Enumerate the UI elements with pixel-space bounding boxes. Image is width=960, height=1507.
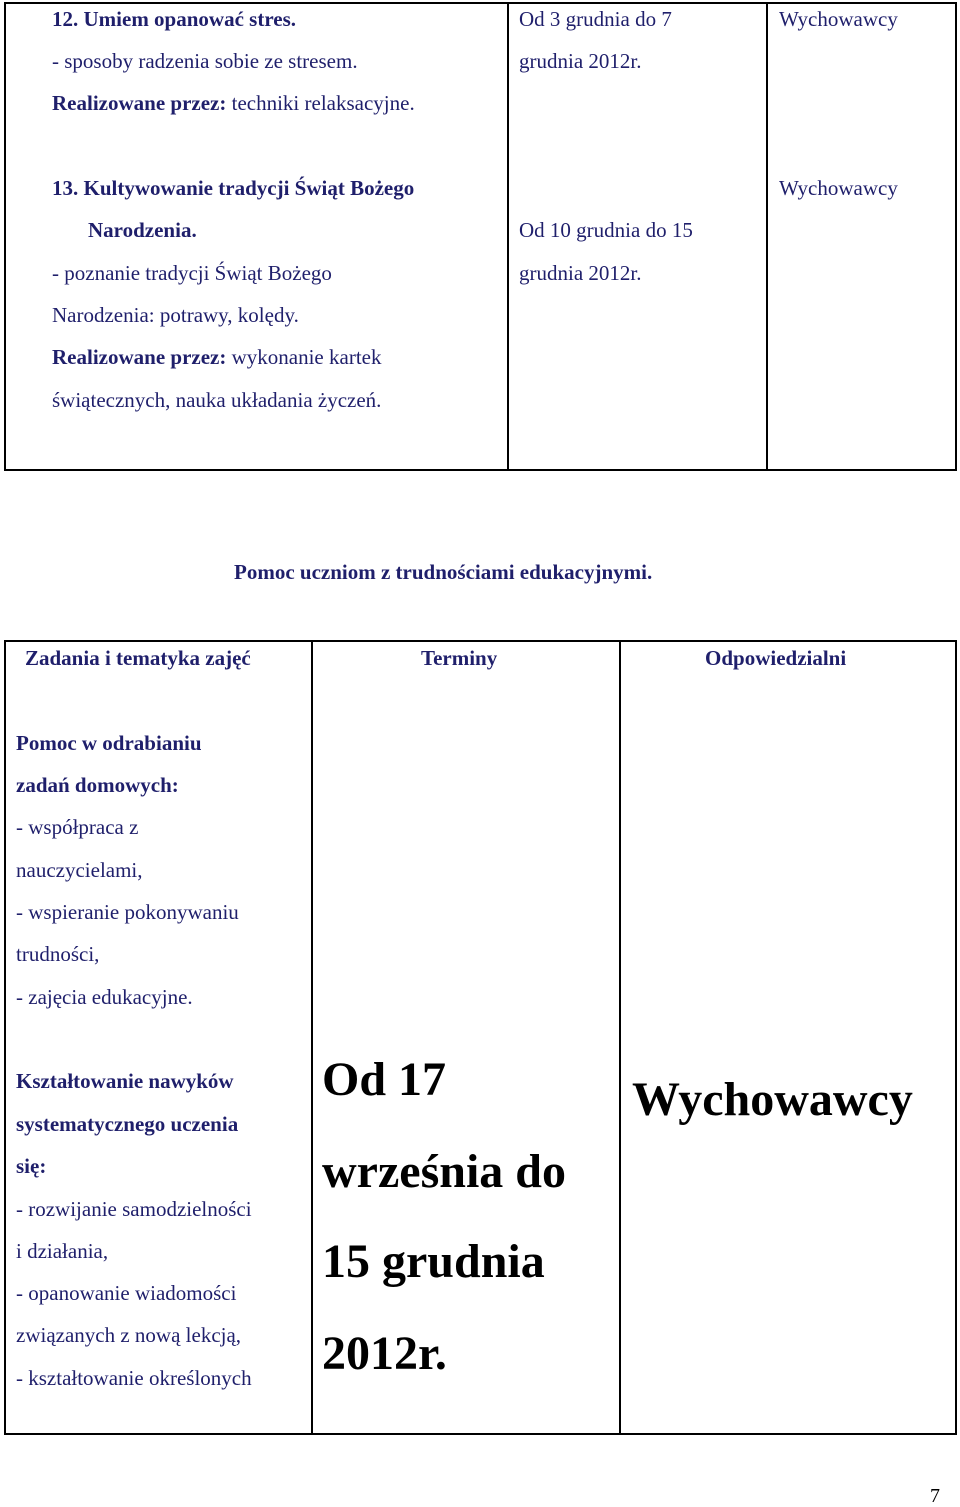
habits-responsible: Wychowawcy <box>632 1073 913 1126</box>
habits-line-3: - opanowanie wiadomości <box>16 1281 237 1305</box>
row-13-term-line-2: grudnia 2012r. <box>519 261 642 285</box>
table-2-left-border <box>4 640 6 1435</box>
table-1-col-divider-1 <box>507 2 509 471</box>
row-13-realized <box>52 347 381 368</box>
row-13-term-line-1: Od 10 grudnia do 15 <box>519 218 693 242</box>
habits-term-line-2: września do <box>322 1145 566 1198</box>
homework-title-line-1: Pomoc w odrabianiu <box>16 731 202 755</box>
habits-title-line-3: się: <box>16 1154 47 1178</box>
section-title: Pomoc uczniom z trudnościami edukacyjnymi. <box>234 560 653 584</box>
row-12-realized-text: techniki relaksacyjne. <box>226 91 415 115</box>
row-12-line-1: - sposoby radzenia sobie ze stresem. <box>52 49 358 73</box>
habits-line-1: - rozwijanie samodzielności <box>16 1197 252 1221</box>
table-1-left-border <box>4 2 6 471</box>
row-13-realized-label: Realizowane przez: <box>52 345 227 369</box>
habits-term-line-1: Od 17 <box>322 1053 447 1106</box>
homework-line-5: - zajęcia edukacyjne. <box>16 985 193 1009</box>
row-12-term-line-2: grudnia 2012r. <box>519 49 642 73</box>
habits-title-line-2: systematycznego uczenia <box>16 1112 239 1136</box>
table-1-bottom-border <box>4 469 957 471</box>
table-2-top-border <box>4 640 957 642</box>
table-1-right-border <box>955 2 957 471</box>
table-1-top-border <box>4 2 957 4</box>
table-2-right-border <box>955 640 957 1435</box>
habits-title-line-1: Kształtowanie nawyków <box>16 1069 234 1093</box>
table-2-col-divider-2 <box>619 640 621 1435</box>
row-13-line-4: świątecznych, nauka układania życzeń. <box>52 388 382 412</box>
habits-term-line-3: 15 grudnia <box>322 1235 545 1288</box>
column-header-terms: Terminy <box>421 646 498 670</box>
table-2-col-divider-1 <box>311 640 313 1435</box>
row-12-responsible: Wychowawcy <box>779 7 898 31</box>
column-header-tasks: Zadania i tematyka zajęć <box>25 646 251 670</box>
homework-line-3: - wspieranie pokonywaniu <box>16 900 239 924</box>
habits-line-5: - kształtowanie określonych <box>16 1366 252 1390</box>
row-12-realized-label: Realizowane przez: <box>52 91 227 115</box>
page-number: 7 <box>930 1485 940 1507</box>
habits-line-2: i działania, <box>16 1239 109 1263</box>
row-13-realized-text: wykonanie kartek <box>226 345 382 369</box>
column-header-responsible: Odpowiedzialni <box>705 646 847 670</box>
table-1-col-divider-2 <box>766 2 768 471</box>
row-12-term-line-1: Od 3 grudnia do 7 <box>519 7 672 31</box>
habits-term-line-4: 2012r. <box>322 1327 447 1380</box>
habits-line-4: związanych z nową lekcją, <box>16 1323 242 1347</box>
row-13-title-line-1: 13. Kultywowanie tradycji Świąt Bożego <box>52 176 415 200</box>
homework-line-1: - współpraca z <box>16 815 139 839</box>
row-13-title-line-2: Narodzenia. <box>88 218 197 242</box>
row-13-line-1: - poznanie tradycji Świąt Bożego <box>52 261 332 285</box>
homework-line-2: nauczycielami, <box>16 858 143 882</box>
row-12-title: 12. Umiem opanować stres. <box>52 7 297 31</box>
homework-title-line-2: zadań domowych: <box>16 773 179 797</box>
homework-line-4: trudności, <box>16 942 100 966</box>
row-12-realized <box>52 93 415 114</box>
row-13-responsible: Wychowawcy <box>779 176 898 200</box>
table-2-bottom-border <box>4 1433 957 1435</box>
row-13-line-2: Narodzenia: potrawy, kolędy. <box>52 303 299 327</box>
